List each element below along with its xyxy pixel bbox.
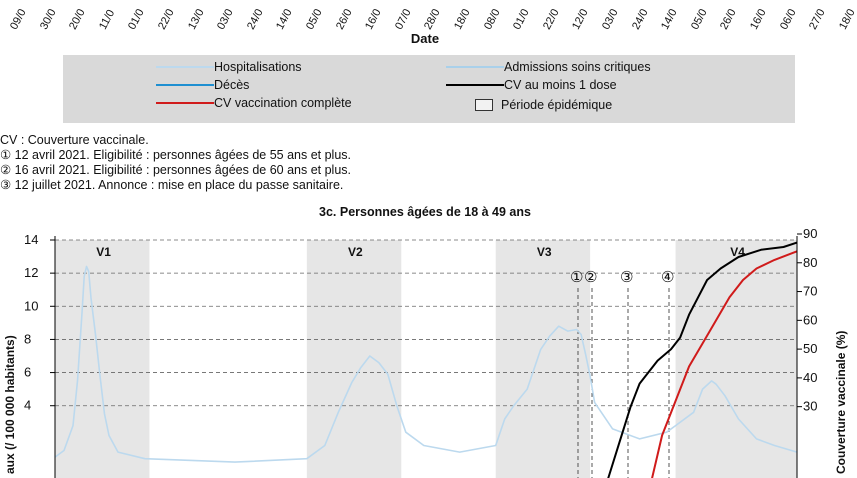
x-tick-label: 13/0: [185, 7, 207, 32]
x-tick-label: 01/0: [126, 7, 148, 32]
legend-item-periode: [475, 98, 612, 112]
note-cv: CV : Couverture vaccinale.: [0, 133, 149, 147]
x-tick-label: 26/0: [718, 7, 740, 32]
period-label: V2: [348, 245, 363, 259]
x-tick-label: 03/0: [600, 7, 621, 32]
note-1: ① 12 avril 2021. Eligibilité : personnes âgées de 55 ans et plus.: [0, 148, 352, 162]
x-tick-label: 22/0: [156, 7, 177, 32]
legend-item-deces: [156, 78, 249, 92]
x-tick-label: 07/0: [392, 7, 414, 32]
period-band: [307, 240, 401, 478]
legend: [63, 55, 795, 123]
periode-swatch: [475, 99, 493, 111]
legend-label-admissions: Admissions soins critiques: [504, 60, 651, 74]
y-tick-left: 10: [24, 298, 39, 314]
y-tick-left: 12: [24, 265, 39, 281]
y-tick-right: 80: [803, 254, 818, 270]
y-tick-right: 30: [803, 398, 818, 414]
y-tick-left: 4: [24, 397, 32, 413]
x-tick-label: 03/0: [215, 7, 236, 32]
marker-label: ②: [584, 268, 598, 286]
x-tick-label: 11/0: [96, 7, 118, 32]
admissions-swatch: [446, 66, 504, 68]
legend-item-hospitalisations: [156, 60, 302, 74]
y-tick-right: 70: [803, 283, 818, 299]
x-tick-label: 18/0: [452, 7, 473, 32]
legend-item-cv-dose1: [446, 78, 617, 92]
x-tick-label: 09/0: [8, 7, 29, 32]
period-label: V4: [730, 245, 745, 259]
marker-label: ④: [661, 268, 675, 286]
y-tick-right: 40: [803, 369, 818, 385]
deces-swatch: [156, 84, 214, 86]
x-tick-label: 30/0: [37, 7, 59, 32]
period-band: [55, 240, 149, 478]
y-tick-right: 60: [803, 312, 818, 328]
chart-title: 3c. Personnes âgées de 18 à 49 ans: [319, 205, 531, 219]
x-tick-label: 05/0: [688, 7, 710, 32]
legend-label-cv-complete: CV vaccination complète: [214, 96, 352, 110]
x-tick-label: 08/0: [481, 7, 503, 32]
x-axis-label: Date: [410, 31, 440, 46]
x-tick-label: 22/0: [540, 7, 562, 32]
cv-dose1-swatch: [446, 84, 504, 86]
x-tick-label: 24/0: [629, 7, 651, 32]
x-tick-label: 27/0: [807, 7, 828, 32]
legend-label-periode: Période épidémique: [501, 98, 613, 112]
notes: [0, 133, 351, 193]
legend-item-admissions: [446, 60, 651, 74]
x-tick-label: 26/0: [333, 7, 355, 32]
y-axis-label-left: aux (/ 100 000 habitants): [3, 335, 17, 474]
legend-item-cv-complete: [156, 96, 352, 110]
legend-label-deces: Décès: [214, 78, 250, 92]
cv-complete-swatch: [156, 102, 214, 104]
x-tick-label: 01/0: [511, 7, 532, 32]
y-tick-right: 50: [803, 341, 818, 357]
note-3: ③ 12 juillet 2021. Annonce : mise en place du passe sanitaire.: [0, 178, 344, 192]
y-tick-left: 6: [24, 364, 32, 380]
note-2: ② 16 avril 2021. Eligibilité : personnes âgées de 60 ans et plus.: [0, 163, 352, 177]
x-tick-label: 05/0: [304, 7, 325, 32]
y-tick-right: 90: [803, 226, 818, 241]
legend-label-cv-dose1: CV au moins 1 dose: [504, 78, 617, 92]
marker-label: ①: [570, 268, 584, 286]
x-tick-label: 14/0: [274, 7, 296, 32]
x-tick-label: 24/0: [244, 7, 266, 32]
x-tick-label: 12/0: [570, 7, 592, 32]
marker-label: ③: [620, 268, 634, 286]
x-tick-label: 06/0: [777, 7, 799, 32]
period-label: V3: [536, 245, 552, 259]
legend-label-hospitalisations: Hospitalisations: [214, 60, 302, 74]
x-tick-label: 14/0: [659, 7, 680, 32]
x-tick-label: 28/0: [422, 7, 444, 32]
y-axis-label-right: Couverture vaccinale (%): [834, 330, 848, 474]
period-label: V1: [96, 245, 111, 259]
x-tick-label: 18/0: [836, 7, 857, 32]
hospitalisations-swatch: [156, 66, 214, 68]
x-tick-label: 16/0: [748, 7, 769, 32]
y-tick-left: 8: [24, 331, 32, 347]
x-tick-label: 16/0: [363, 7, 384, 32]
chart-3c: [0, 222, 850, 478]
x-tick-label: 20/0: [67, 7, 88, 32]
y-tick-left: 14: [24, 232, 39, 247]
